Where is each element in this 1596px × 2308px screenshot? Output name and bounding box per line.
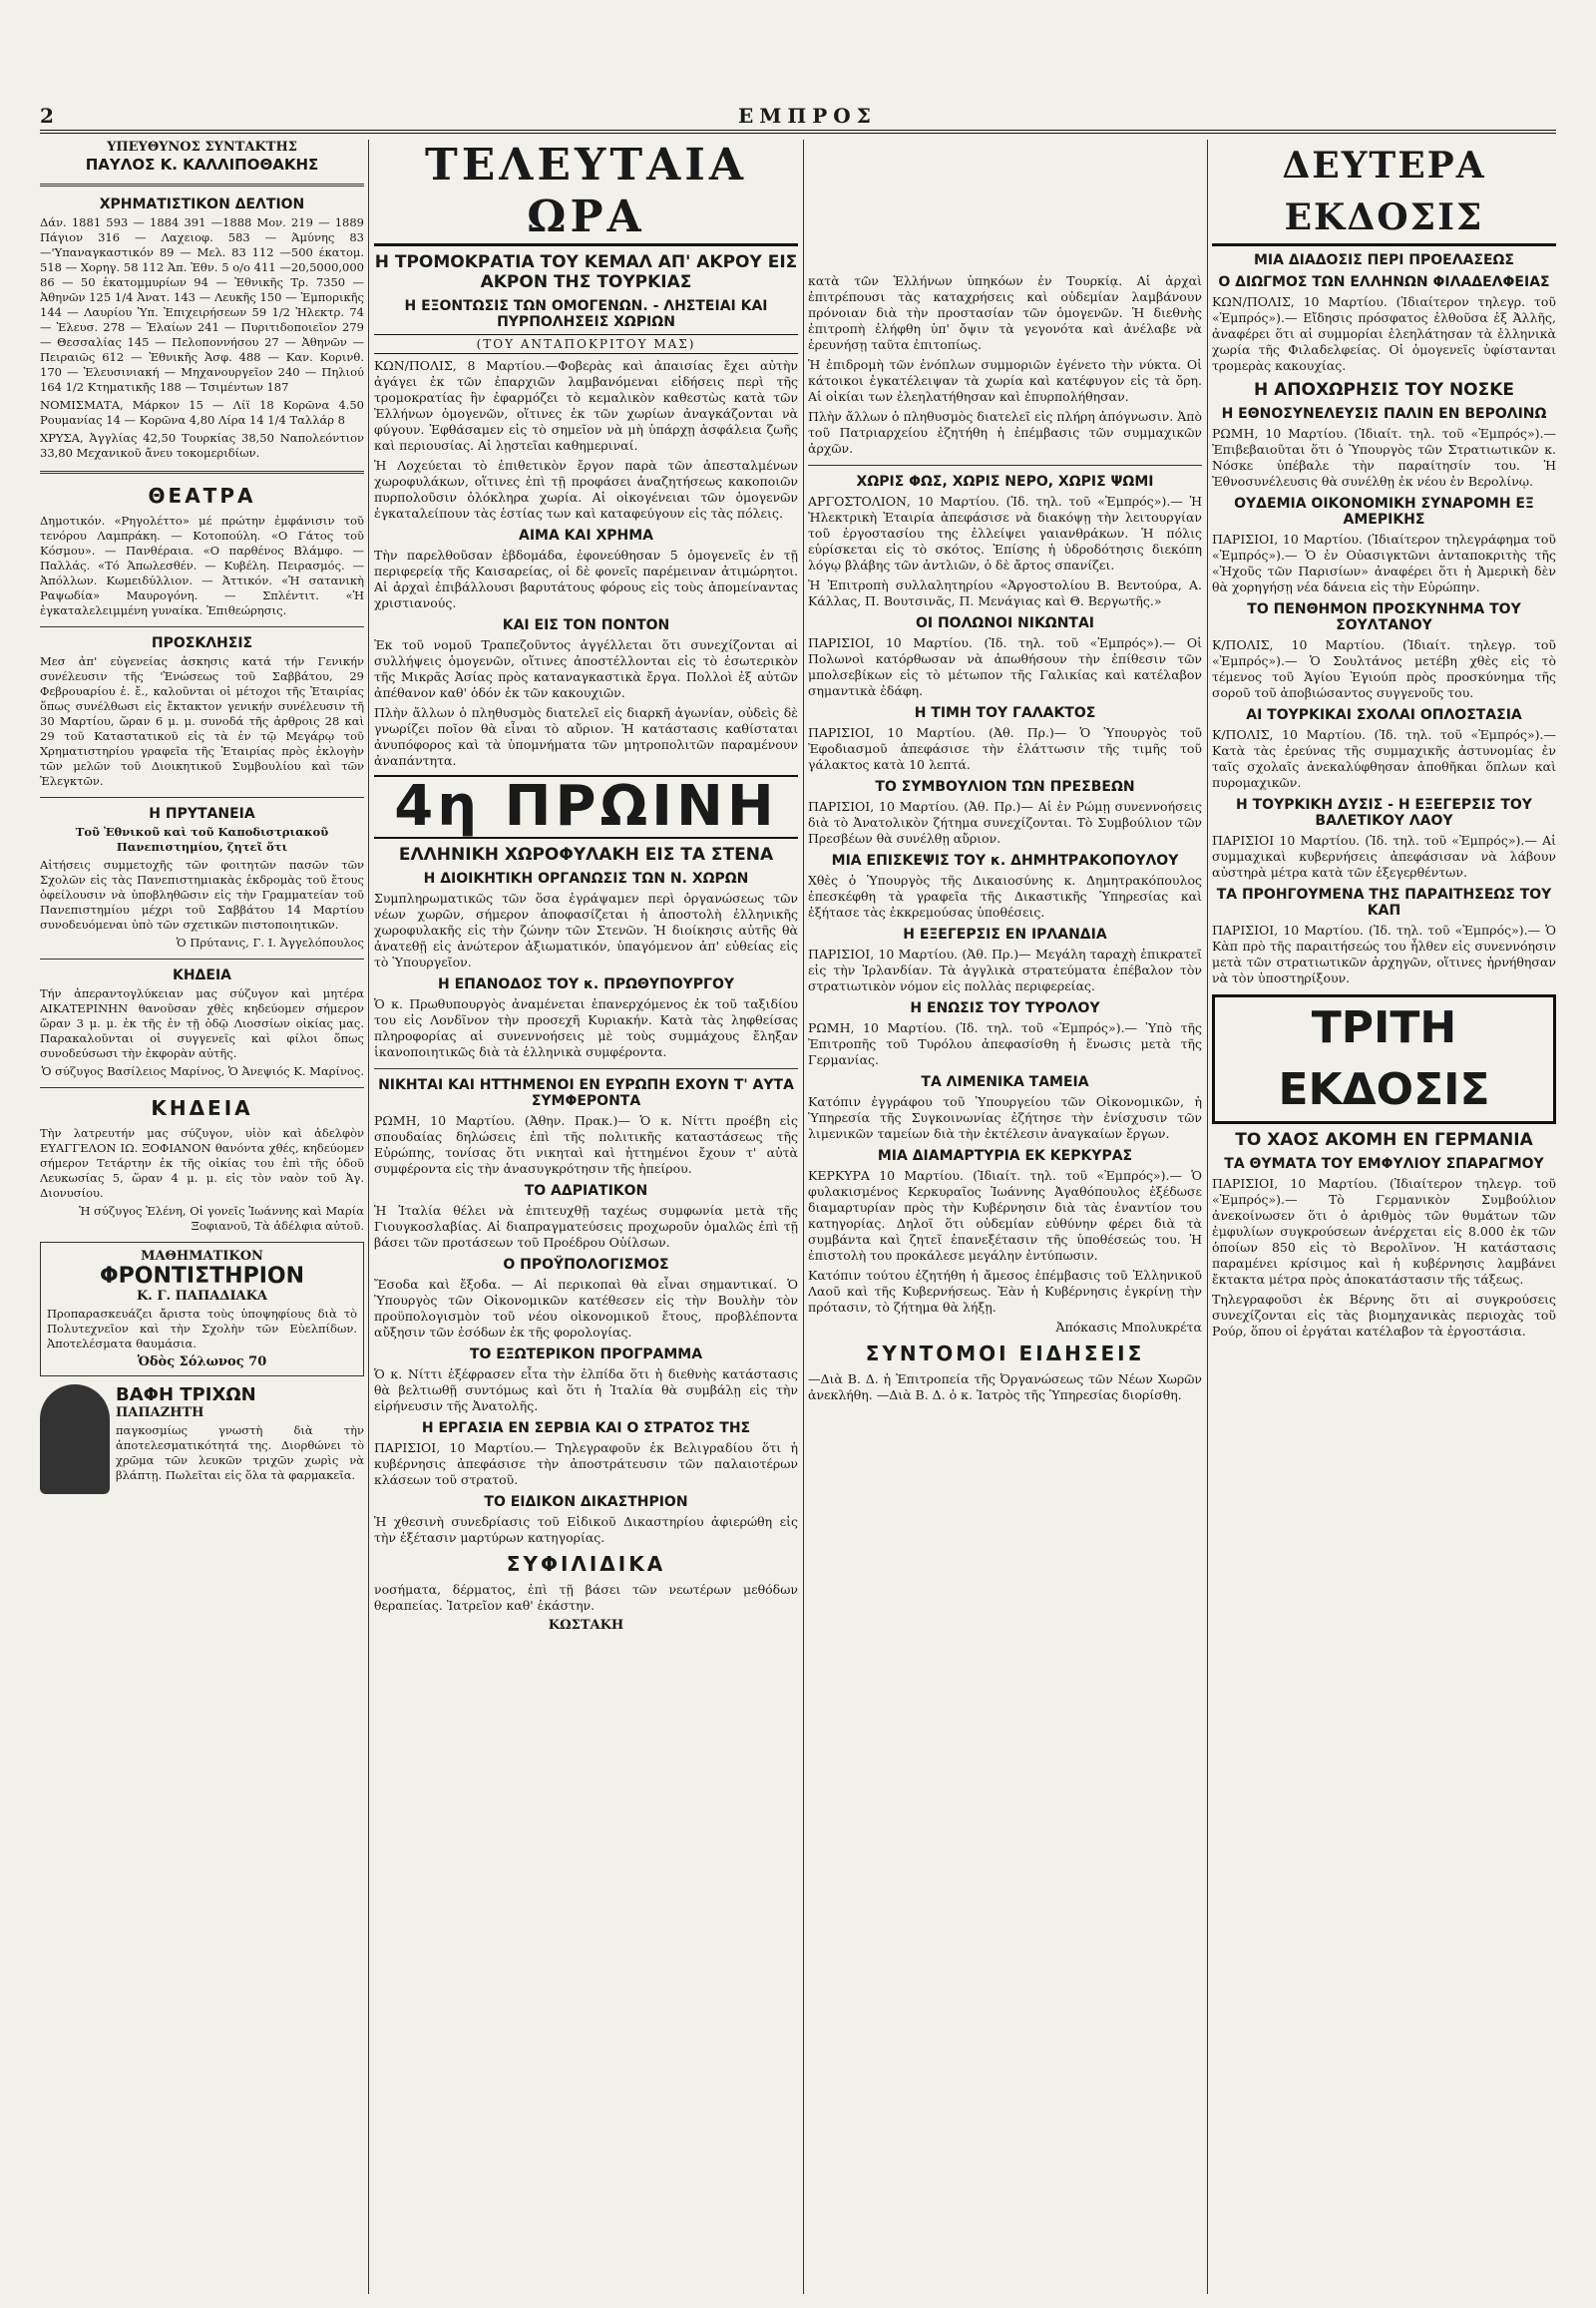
budget-title: Ο ΠΡΟΫΠΟΛΟΓΙΣΜΟΣ: [503, 1257, 669, 1273]
article-paragraph: ΡΩΜΗ, 10 Μαρτίου. (Ἰδ. τηλ. τοῦ «Ἐμπρός»).— Ὑπὸ τῆς Ἐπιτροπῆς τοῦ Τυρόλου ἀπεφασίσθη ἡ ἕνωσις μετὰ τῆς Γερμανίας.: [808, 1020, 1202, 1067]
theatre-text: Δημοτικόν. «Ρηγολέττο» μέ πρώτην ἐμφάνισιν τοῦ τενόρου Λαμπράκη. — Κοτοπούλη. «Ο Γάτος τοῦ Κόσμου». — Πανθέραια. «Ο παρθένος Βλάμφο. — Παλλάς. «Τό Ἀπωλεσθέν. — Κυβέλη. Πειρασμός. — Ἀπόλλων. Κωμειδύλλιον. — Ἀττικόν. «Ἡ σατανικὴ Ραψωδία» Μαυρογόνη. — Σπλέντιτ. «Ἡ ἐγκαταλελειμμένη γυναίκα. Ἐπιθεώρησις.: [40, 514, 364, 617]
sultan-title: ΤΟ ΠΕΝΘΗΜΟΝ ΠΡΟΣΚΥΝΗΜΑ ΤΟΥ ΣΟΥΛΤΑΝΟΥ: [1247, 601, 1521, 633]
article-paragraph: νοσήματα, δέρματος, ἐπὶ τῇ βάσει τῶν νεωτέρων μεθόδων θεραπείας. Ἰατρεῖον καθ' ἑκάστην.: [374, 1582, 798, 1613]
article-paragraph: Τηλεγραφοῦσι ἐκ Βέρνης ὅτι αἱ συγκρούσεις συνεχίζονται εἰς τὰς βιομηχανικὰς περιοχὰς τοῦ Ρούρ, ὅπου οἱ ἐργάται κατέλαβον τὰ ἐργοστάσια.: [1212, 1292, 1556, 1339]
article-signature: Ἀπόκασις Μπολυκρέτα: [1055, 1320, 1202, 1335]
visit-title: ΜΙΑ ΕΠΙΣΚΕΨΙΣ ΤΟΥ κ. ΔΗΜΗΤΡΑΚΟΠΟΥΛΟΥ: [831, 853, 1179, 869]
article-paragraph: ΠΑΡΙΣΙΟΙ, 10 Μαρτίου. (Ἰδ. τηλ. τοῦ «Ἐμπρός»).— Οἱ Πολωνοὶ κατόρθωσαν νὰ ἀπωθήσουν τὴν ἐπίθεσιν τῶν μπολσεβίκων εἰς τὸ μέτωπον τῆς Γαλικίας καὶ κατέλαβον σημαντικὰ ἐδάφη.: [808, 635, 1202, 698]
police-headline: ΕΛΛΗΝΙΚΗ ΧΩΡΟΦΥΛΑΚΗ ΕΙΣ ΤΑ ΣΤΕΝΑ: [398, 845, 774, 865]
chaos-title: ΤΟ ΧΑΟΣ ΑΚΟΜΗ ΕΝ ΓΕΡΜΑΝΙΑ: [1235, 1130, 1533, 1150]
chaos-subtitle: ΤΑ ΘΥΜΑΤΑ ΤΟΥ ΕΜΦΥΛΙΟΥ ΣΠΑΡΑΓΜΟΥ: [1224, 1156, 1544, 1172]
ireland-title: Η ΕΞΕΓΕΡΣΙΣ ΕΝ ΙΡΛΑΝΔΙΑ: [903, 927, 1107, 943]
hair-dye-ad: [40, 1384, 364, 1494]
headline-kemal: Η ΤΡΟΜΟΚΡΑΤΙΑ ΤΟΥ ΚΕΜΑΛ ΑΠ' ΑΚΡΟΥ ΕΙΣ ΑΚΡΟΝ ΤΗΣ ΤΟΥΡΚΙΑΣ: [374, 252, 798, 292]
funeral-text: Τήν ἀπεραντογλύκειαν μας σύζυγον καὶ μητέρα ΑΙΚΑΤΕΡΙΝΗΝ θανοῦσαν χθὲς κηδεύομεν σήμερον ὥραν 3 μ. μ. ἐκ τῆς ἐν τῇ ὁδῷ Λιοσσίων οἰκίας μας. Παρακαλοῦνται οἱ συγγενεῖς καὶ φίλοι ὅπως συνοδεύσωσι τὴν ἐκφορὰν αὐτῆς.: [40, 986, 364, 1060]
fourth-morning-banner: 4η ΠΡΩΙΝΗ: [374, 775, 798, 839]
article-paragraph: ΠΑΡΙΣΙΟΙ, 10 Μαρτίου. (Ἰδιαίτερον τηλεγράφημα τοῦ «Ἐμπρός»).— Ὁ ἐν Οὐασιγκτῶνι ἀνταποκριτὴς τῆς «Ἠχοῦς τῶν Παρισίων» ἀναφέρει ὅτι ἡ Ἀμερικὴ δὲν θὰ χορηγήσῃ νέα δάνεια εἰς τὴν Εὐρώπην.: [1212, 532, 1556, 594]
third-edition-banner: ΤΡΙΤΗ ΕΚΔΟΣΙΣ: [1212, 994, 1556, 1124]
column-rule: [368, 140, 369, 2294]
funeral2-title: ΚΗΔΕΙΑ: [151, 1096, 253, 1120]
diadosis-headline: ΜΙΑ ΔΙΑΔΟΣΙΣ ΠΕΡΙ ΠΡΟΕΛΑΣΕΩΣ: [1253, 252, 1514, 268]
prytaneia-title: Η ΠΡΥΤΑΝΕΙΑ: [149, 806, 255, 822]
funeral-signature: Ὁ σύζυγος Βασίλειος Μαρίνος, Ὁ Ἀνεψιός Κ. Μαρίνος.: [41, 1064, 364, 1078]
article-paragraph: ΚΩΝ/ΠΟΛΙΣ, 10 Μαρτίου. (Ἰδιαίτερον τηλεγρ. τοῦ «Ἐμπρός»).— Εἴδησις πρόσφατος ἐλθοῦσα ἐξ Ἀλλῆς, ἀναφέρει ὅτι αἱ συμμορίαι ἐλεηλάτησαν τὰ ἑλληνικὰ χωρία τῆς Φιλαδελφείας. Οἱ ὁμογενεῖς ὑφίστανται τρομερὰς κακουχίας.: [1212, 294, 1556, 373]
dusis-title: Η ΤΟΥΡΚΙΚΗ ΔΥΣΙΣ - Η ΕΞΕΓΕΡΣΙΣ ΤΟΥ ΒΑΛΕΤΙΚΟΥ ΛΑΟΥ: [1236, 797, 1532, 829]
banner-last-hour: ΤΕΛΕΥΤΑΙΑ ΩΡΑ: [374, 140, 798, 246]
article-paragraph: Χθὲς ὁ Ὑπουργὸς τῆς Δικαιοσύνης κ. Δημητρακόπουλος ἐπεσκέφθη τὰ γραφεῖα τῆς Δικαστικῆς Ὑπηρεσίας καὶ ἐξήτασε τὰς ἐκκρεμούσας ὑποθέσεις.: [808, 873, 1202, 920]
market-title: ΧΡΗΜΑΤΙΣΤΙΚΟΝ ΔΕΛΤΙΟΝ: [99, 196, 305, 212]
syph-title: ΣΥΦΙΛΙΔΙΚΑ: [506, 1552, 666, 1576]
article-paragraph: Κατόπιν τούτου ἐζητήθη ἡ ἄμεσος ἐπέμβασις τοῦ Ἑλληνικοῦ Λαοῦ καὶ τῆς Κυβερνήσεως. Ἐὰν ἡ Κυβέρνησις ἐγκρίνῃ τὴν πρότασιν, τὸ ζήτημα θὰ λήξῃ.: [808, 1268, 1202, 1315]
school-ad: [40, 1242, 364, 1376]
funeral2-signature: Ἡ σύζυγος Ἑλένη, Οἱ γονεῖς Ἰωάννης καὶ Μαρία Ξοφιανοῦ, Τὰ ἀδέλφια αὐτοῦ.: [79, 1204, 364, 1233]
blood-title: ΑΙΜΑ ΚΑΙ ΧΡΗΜΑ: [519, 528, 653, 544]
philadelphia-headline: Ο ΔΙΩΓΜΟΣ ΤΩΝ ΕΛΛΗΝΩΝ ΦΙΛΑΔΕΛΦΕΙΑΣ: [1218, 274, 1550, 290]
pontus-title: ΚΑΙ ΕΙΣ ΤΟΝ ΠΟΝΤΟΝ: [502, 617, 670, 633]
pm-title: Η ΕΠΑΝΟΔΟΣ ΤΟΥ κ. ΠΡΩΘΥΠΟΥΡΓΟΥ: [438, 976, 734, 992]
editor-label: ΥΠΕΥΘΥΝΟΣ ΣΥΝΤΑΚΤΗΣ: [107, 140, 297, 155]
noske-subtitle: Η ΕΘΝΟΣΥΝΕΛΕΥΣΙΣ ΠΑΛΙΝ ΕΝ ΒΕΡΟΛΙΝΩ: [1221, 406, 1547, 422]
article-paragraph: Ὁ κ. Πρωθυπουργὸς ἀναμένεται ἐπανερχόμενος ἐκ τοῦ ταξιδίου του εἰς Λονδῖνον τὴν προσεχῆ Κυριακήν. Κατὰ τὰς ληφθείσας πληροφορίας αἱ συνεννοήσεις μὲ τοὺς συμμάχους ἔληξαν ἱκανοποιητικῶς διὰ τὰ ἑλληνικὰ συμφέροντα.: [374, 996, 798, 1059]
article-paragraph: Συμπληρωματικῶς τῶν ὅσα ἐγράψαμεν περὶ ὀργανώσεως τῶν νέων χωρῶν, σήμερον ἀποφασίζεται ἡ ἀποστολὴ ἑλληνικῆς χωροφυλακῆς εἰς τὴν ζώνην τῶν Στενῶν. Ἡ διοίκησις αὐτῆς θὰ ἀνατεθῇ εἰς ἀνώτερον ἀξιωματικόν, ὑπαγόμενον ἀπ' εὐθείας εἰς τὸ Ὑπουργεῖον.: [374, 891, 798, 969]
school-small: ΜΑΘΗΜΑΤΙΚΟΝ: [141, 1249, 263, 1264]
portrait-illustration: [40, 1384, 110, 1494]
article-paragraph: ΠΑΡΙΣΙΟΙ, 10 Μαρτίου.— Τηλεγραφοῦν ἐκ Βελιγραδίου ὅτι ἡ κυβέρνησις ἀπεφάσισε τὴν ἀποστράτευσιν τῶν παλαιοτέρων κλάσεων τοῦ στρατοῦ.: [374, 1440, 798, 1487]
corfu-title: ΜΙΑ ΔΙΑΜΑΡΤΥΡΙΑ ΕΚ ΚΕΡΚΥΡΑΣ: [877, 1148, 1133, 1164]
adriatic-title: ΤΟ ΑΔΡΙΑΤΙΚΟΝ: [524, 1183, 648, 1199]
article-paragraph: ΡΩΜΗ, 10 Μαρτίου. (Ἀθην. Πρακ.)— Ὁ κ. Νίττι προέβη εἰς σπουδαίας δηλώσεις ἐπὶ τῆς πολιτικῆς καταστάσεως τῆς Εὐρώπης, τονίσας ὅτι νικηταὶ καὶ ἡττημένοι ἔχουν τ' αὐτὰ συμφέροντα εἰς τὴν ἀνασυγκρότησιν τῆς ἠπείρου.: [374, 1113, 798, 1176]
hair-text: παγκοσμίως γνωστὴ διὰ τὴν ἀποτελεσματικότητά της. Διορθώνει τὸ χρῶμα τῶν λευκῶν τριχῶν χωρὶς νὰ βλάπτῃ. Πωλεῖται εἰς ὅλα τὰ φαρμακεῖα.: [116, 1423, 364, 1482]
school-text: Προπαρασκευάζει ἄριστα τοὺς ὑποψηφίους διὰ τὸ Πολυτεχνεῖον καὶ τὴν Σχολὴν τῶν Εὐελπίδων. Ἀποτελέσματα θαυμάσια.: [47, 1307, 357, 1350]
prytaneia-text: Αἰτήσεις συμμετοχῆς τῶν φοιτητῶν πασῶν τῶν Σχολῶν εἰς τὰς Πανεπιστημιακὰς ἐκδρομὰς τοῦ ἔτους ὀφείλουσιν νὰ ὑποβληθῶσιν εἰς τὴν Γραμματείαν τοῦ Πανεπιστημίου μέχρι τοῦ Σαββάτου 14 Μαρτίου συνοδευόμεναι ὑπὸ τῶν σχετικῶν πιστοποιητικῶν.: [40, 858, 364, 932]
editor-name: ΠΑΥΛΟΣ Κ. ΚΑΛΛΙΠΟΘΑΚΗΣ: [85, 156, 319, 174]
prytaneia-subtitle: Τοῦ Ἐθνικοῦ καὶ τοῦ Καποδιστριακοῦ Πανεπιστημίου, ζητεῖ ὅτι: [75, 825, 329, 854]
funeral-title: ΚΗΔΕΙΑ: [172, 967, 231, 983]
column-left: [40, 140, 364, 2294]
article-paragraph: —Διὰ Β. Δ. ἡ Ἐπιτροπεία τῆς Ὀργανώσεως τῶν Νέων Χωρῶν ἀνεκλήθη. —Διὰ Β. Δ. ὁ κ. Ἰατρὸς τῆς Ὑπηρεσίας διορίσθη.: [808, 1371, 1202, 1402]
article-paragraph: ΠΑΡΙΣΙΟΙ, 10 Μαρτίου. (Ἀθ. Πρ.)— Ὁ Ὑπουργὸς τοῦ Ἐφοδιασμοῦ ἀπεφάσισε τὴν ἐλάττωσιν τῆς τιμῆς τοῦ γάλακτος κατὰ 10 λεπτά.: [808, 725, 1202, 772]
notices-title: ΣΥΝΤΟΜΟΙ ΕΙΔΗΣΕΙΣ: [865, 1342, 1145, 1365]
article-paragraph: ΠΑΡΙΣΙΟΙ 10 Μαρτίου. (Ἰδ. τηλ. τοῦ «Ἐμπρός»).— Αἱ συμμαχικαὶ κυβερνήσεις ἀπεφάσισαν νὰ λάβουν αὐστηρὰ μέτρα κατὰ τῶν ἐξεγερθέντων.: [1212, 833, 1556, 880]
article-paragraph: ΠΑΡΙΣΙΟΙ, 10 Μαρτίου. (Ἰδ. τηλ. τοῦ «Ἐμπρός»).— Ὁ Κὰπ πρὸ τῆς παραιτήσεώς του ἦλθεν εἰς συνεννόησιν μετὰ τῶν στρατιωτικῶν ἀρχηγῶν, οἵτινες ἠρνήθησαν νὰ τὸν ὑποστηρίξουν.: [1212, 923, 1556, 985]
article-paragraph: Ἡ ἐπιδρομὴ τῶν ἐνόπλων συμμοριῶν ἐγένετο τὴν νύκτα. Οἱ κάτοικοι ἐγκατέλειψαν τὰ χωρία καὶ κατέφυγον εἰς τὰ ὄρη. Αἱ οἰκίαι των ἐλεηλατήθησαν καὶ ἐπυρπολήθησαν.: [808, 357, 1202, 404]
article-paragraph: Ἐκ τοῦ νομοῦ Τραπεζοῦντος ἀγγέλλεται ὅτι συνεχίζονται αἱ συλλήψεις ὁμογενῶν, οἵτινες ἀποστέλλονται εἰς τὸ ἐσωτερικὸν τῆς Μικρᾶς Ἀσίας πρὸς καταναγκαστικὰ ἔργα. Πολλοὶ ἐξ αὐτῶν ἀπέθανον καθ' ὁδόν ἐκ τῶν κακουχιῶν.: [374, 637, 798, 700]
column-right: [1212, 140, 1556, 2294]
article-paragraph: Ἔσοδα καὶ ἔξοδα. — Αἱ περικοπαὶ θὰ εἶναι σημαντικαί. Ὁ Ὑπουργὸς τῶν Οἰκονομικῶν κατέθεσεν εἰς τὴν Βουλὴν τὸν προϋπολογισμὸν τοῦ νέου οἰκονομικοῦ ἔτους, προβλέποντα αὔξησιν τῶν ἐσόδων ἐκ τῆς φορολογίας.: [374, 1277, 798, 1340]
school-address: Ὁδὸς Σόλωνος 70: [137, 1354, 267, 1369]
milk-title: Η ΤΙΜΗ ΤΟΥ ΓΑΛΑΚΤΟΣ: [914, 705, 1096, 721]
article-paragraph: Κατόπιν ἐγγράφου τοῦ Ὑπουργείου τῶν Οἰκονομικῶν, ἡ Ὑπηρεσία τῆς Συγκοινωνίας ἐζήτησε τὴν ἐνίσχυσιν τῶν λιμενικῶν ταμείων διὰ τὴν ἐκτέλεσιν ἀναγκαίων ἔργων.: [808, 1094, 1202, 1141]
column-rule: [1207, 140, 1208, 2294]
article-paragraph: Ἡ χθεσινὴ συνεδρίασις τοῦ Εἰδικοῦ Δικαστηρίου ἀφιερώθη εἰς τὴν ἐξέτασιν μαρτύρων κατηγορίας.: [374, 1514, 798, 1545]
article-paragraph: Τὴν παρελθοῦσαν ἑβδομάδα, ἐφονεύθησαν 5 ὁμογενεῖς ἐν τῇ περιφερείᾳ τῆς Καισαρείας, οἱ δὲ φονεῖς παρέμειναν ἀτιμώρητοι. Αἱ ἀρχαὶ ἐπιβάλλουσι βαρυτάτους φόρους εἰς τοὺς ἀπομείναντας χριστιανούς.: [374, 548, 798, 610]
school-title: ΦΡΟΝΤΙΣΤΗΡΙΟΝ: [99, 1264, 304, 1289]
article-paragraph: ΚΕΡΚΥΡΑ 10 Μαρτίου. (Ἰδιαίτ. τηλ. τοῦ «Ἐμπρός»).— Ὁ φυλακισμένος Κερκυραῖος Ἰωάννης Ἀγαθόπουλος ἐξέδωσε διαμαρτυρίαν πρὸς τὴν Κυβέρνησιν διὰ τὰς ἐναντίον του κατηγορίας. Δηλοῖ ὅτι οὐδεμίαν εὐθύνην φέρει διὰ τὰ συμβάντα καὶ ζητεῖ ἐπανεξέτασιν τῆς ὑποθέσεώς του. Ἡ ἐπιστολὴ του προκάλεσε μεγάλην ἐντύπωσιν.: [808, 1168, 1202, 1263]
school-owner: Κ. Γ. ΠΑΠΑΔΙΑΚΑ: [137, 1289, 267, 1304]
article-paragraph: Ὁ κ. Νίττι ἐξέφρασεν εἶτα τὴν ἐλπίδα ὅτι ἡ διεθνὴς κατάστασις θὰ βελτιωθῇ συντόμως καὶ ὅτι ἡ Ἰταλία θὰ συμβάλῃ εἰς τὴν εἰρήνευσιν τῆς Ἀνατολῆς.: [374, 1366, 798, 1413]
court-title: ΤΟ ΕΙΔΙΚΟΝ ΔΙΚΑΣΤΗΡΙΟΝ: [484, 1494, 688, 1510]
article-paragraph: Ἡ Ἐπιτροπὴ συλλαλητηρίου «Ἀργοστολίου Β. Βεντούρα, Α. Κάλλας, Π. Βουτσινᾶς, Π. Μενάγιας καὶ Θ. Βεργωτῆς.»: [808, 577, 1202, 608]
america-title: ΟΥΔΕΜΙΑ ΟΙΚΟΝΟΜΙΚΗ ΣΥΝΑΡΟΜΗ ΕΞ ΑΜΕΡΙΚΗΣ: [1234, 496, 1534, 528]
kap-title: ΤΑ ΠΡΟΗΓΟΥΜΕΝΑ ΤΗΣ ΠΑΡΑΙΤΗΣΕΩΣ ΤΟΥ ΚΑΠ: [1216, 887, 1552, 919]
theatre-title: ΘΕΑΤΡΑ: [148, 484, 256, 508]
article-paragraph: ΑΡΓΟΣΤΟΛΙΟΝ, 10 Μαρτίου. (Ἰδ. τηλ. τοῦ «Ἐμπρός»).— Ἡ Ἠλεκτρικὴ Ἑταιρία ἀπεφάσισε νὰ διακόψῃ τὴν λειτουργίαν τοῦ ἐργοστασίου της ἐλλείψει γαιανθράκων. Ἡ πόλις εὑρίσκεται εἰς τὸ σκότος. Ἐπίσης ἡ ὑδροδότησις διεκόπη λόγῳ βλάβης τῶν ἀντλιῶν, ὁ δὲ ἄρτος σπανίζει.: [808, 494, 1202, 573]
prytaneia-signature: Ὁ Πρύτανις, Γ. Ι. Ἀγγελόπουλος: [176, 936, 364, 950]
article-paragraph: Κ/ΠΟΛΙΣ, 10 Μαρτίου. (Ἰδιαίτ. τηλεγρ. τοῦ «Ἐμπρός»).— Ὁ Σουλτάνος μετέβη χθὲς εἰς τὸ τέμενος τοῦ Ἁγίου Ἐγιούπ πρὸς προσκύνημα τῆς σοροῦ τοῦ ἀποβιώσαντος συγγενοῦς του.: [1212, 637, 1556, 700]
market-text: Δάν. 1881 593 — 1884 391 —1888 Μον. 219 — 1889 Πάγιον 316 — Λαχειοφ. 583 — Άμύνης 83 —'Υπαναγκαστικόν 89 — Μελ. 83 112 —500 έκατομ. 518 — Χορηγ. 58 112 Ἀπ. Ἐθν. 5 ο/ο 411 —20,5000,000 86 — 50 ἑκατομμυρίων 94 — Ἐθνικῆς Τρ. 7350 — Ἀθηνῶν 125 1/4 Ἀνατ. 143 — Λευκῆς 150 — Ἐμπορικῆς 144 — Λαυρίου Ὑπ. Ἐπιχειρήσεων 59 1/2 Ἠλεκτρ. 74 — Ἐλευσ. 278 — Ἐλαίων 241 — Πυριτιδοποιεῖον 279 — Θεσσαλίας 145 — Πελοποννήσου 27 — Ἀθηνῶν — Πειραιῶς 612 — Ἐθνικῆς Ἀσφ. 488 — Καν. Κορινθ. 170 — Ἐλευσινιακή — Μηχανουργεῖον 240 — Πηλιού 164 1/2 Κτηματικῆς 188 — Τσιμέντων 187: [40, 215, 364, 394]
tyrol-title: Η ΕΝΩΣΙΣ ΤΟΥ ΤΥΡΟΛΟΥ: [910, 1000, 1100, 1016]
page-number: 2: [40, 104, 54, 128]
invitations-title: ΠΡΟΣΚΛΗΣΙΣ: [151, 635, 253, 651]
poles-title: ΟΙ ΠΟΛΩΝΟΙ ΝΙΚΩΝΤΑΙ: [915, 615, 1095, 631]
article-paragraph: ΡΩΜΗ, 10 Μαρτίου. (Ἰδιαίτ. τηλ. τοῦ «Ἐμπρός»).— Ἐπιβεβαιοῦται ὅτι ὁ Ὑπουργὸς τῶν Στρατιωτικῶν κ. Νόσκε ὑπέβαλε τὴν παραίτησίν του. Ἡ Ἐθνοσυνέλευσις θὰ συνέλθῃ ἐκ νέου ἐν Βερολίνῳ.: [1212, 426, 1556, 489]
article-paragraph: ΠΑΡΙΣΙΟΙ, 10 Μαρτίου. (Ἰδιαίτερον τηλεγρ. τοῦ «Ἐμπρός»).— Τὸ Γερμανικὸν Συμβούλιον ἀνεκοίνωσεν ὅτι ὁ ἀριθμὸς τῶν θυμάτων τῶν ἐμφυλίων συγκρούσεων ἀνέρχεται εἰς 8.000 ἐκ τῶν ὁποίων 850 εἰς τὸ Βερολῖνον. Ἡ κατάστασις παραμένει κρίσιμος καὶ ἡ κυβέρνησις λαμβάνει ἔκτακτα μέτρα πρὸς ἀποκατάστασιν τῆς τάξεως.: [1212, 1176, 1556, 1287]
paper-name: ΕΜΠΡΟΣ: [738, 104, 877, 128]
article-paragraph: Πλὴν ἄλλων ὁ πληθυσμὸς διατελεῖ εἰς διαρκῆ ἀγωνίαν, οὐδεὶς δὲ γνωρίζει ποῖον θὰ εἶναι τὸ αὔριον. Ἡ κατάστασις καθίσταται ἀνυπόφορος καὶ τὰ ὑπομνήματα τῶν μητροπολιτῶν παραμένουν ἀναπάντητα.: [374, 705, 798, 768]
article-paragraph: Ἡ Ἰταλία θέλει νὰ ἐπιτευχθῇ ταχέως συμφωνία μετὰ τῆς Γιουγκοσλαβίας. Αἱ διαπραγματεύσεις προχωροῦν ὁμαλῶς ἐπὶ τῇ βάσει τῶν προτάσεων τοῦ Προέδρου Οὐίλσων.: [374, 1203, 798, 1250]
market-gold: ΧΡΥΣΑ, Ἀγγλίας 42,50 Τουρκίας 38,50 Ναπολεόντιον 33,80 Μεχανικοῦ ἄνευ τοκομεριδίων.: [40, 431, 364, 460]
power-title: ΧΩΡΙΣ ΦΩΣ, ΧΩΡΙΣ ΝΕΡΟ, ΧΩΡΙΣ ΨΩΜΙ: [856, 474, 1154, 490]
subhead-kemal: Η ΕΞΟΝΤΩΣΙΣ ΤΩΝ ΟΜΟΓΕΝΩΝ. - ΛΗΣΤΕΙΑΙ ΚΑΙ ΠΥΡΠΟΛΗΣΕΙΣ ΧΩΡΙΩΝ: [404, 298, 768, 330]
article-paragraph: ΠΑΡΙΣΙΟΙ, 10 Μαρτίου. (Ἀθ. Πρ.)— Μεγάλη ταραχὴ ἐπικρατεῖ εἰς τὴν Ἰρλανδίαν. Τὰ ἀγγλικὰ στρατεύματα ἐπέβαλον τὸν στρατιωτικὸν νόμον εἰς πολλὰς περιφερείας.: [808, 947, 1202, 993]
article-paragraph: Κ/ΠΟΛΙΣ, 10 Μαρτίου. (Ἰδ. τηλ. τοῦ «Ἐμπρός»).— Κατὰ τὰς ἐρεύνας τῆς συμμαχικῆς ἀστυνομίας ἐν ταῖς σχολαῖς ἀνεκαλύφθησαν ἀποθῆκαι ὅπλων καὶ πυρομαχικῶν.: [1212, 727, 1556, 790]
police-subhead: Η ΔΙΟΙΚΗΤΙΚΗ ΟΡΓΑΝΩΣΙΣ ΤΩΝ Ν. ΧΩΡΩΝ: [423, 871, 749, 887]
invitations-text: Μεσ ἀπ' εὐγενείας ἀσκησις κατά τήν Γενικήν συνέλευσιν τῆς 'Ἑνώσεως τοῦ Σαββάτου, 29 Φεβρουαρίου ἐ. ἔ., καλοῦνται οἱ μέτοχοι τῆς Ἐταιρίας ὅπως συνέλθωσι εἰς ἔκτακτον γενικήν συνέλευσιν τῆ 30 Μαρτίου, ὥραν 6 μ. μ. συνοδά τῆς ἀρθροις 28 καὶ 29 τοῦ Καταστατικοῦ εἰς τὰ ἐν τῷ Μεγάρῳ τοῦ Χρηματιστηρίου γραφεῖα τῆς Ἐταιρίας πρὸς ἐκλογὴν τῶν μελῶν τοῦ Διοικητικοῦ Συμβουλίου καὶ τῶν Ἐλεγκτῶν.: [40, 654, 364, 788]
banner-second-edition: ΔΕΥΤΕΡΑ ΕΚΔΟΣΙΣ: [1212, 140, 1556, 246]
column-center-left: [374, 140, 798, 2294]
harbor-title: ΤΑ ΛΙΜΕΝΙΚΑ ΤΑΜΕΙΑ: [921, 1074, 1089, 1090]
column-rule: [803, 140, 804, 2294]
schools-title: ΑΙ ΤΟΥΡΚΙΚΑΙ ΣΧΟΛΑΙ ΟΠΛΟΣΤΑΣΙΑ: [1246, 707, 1522, 723]
serbia-title: Η ΕΡΓΑΣΙΑ ΕΝ ΣΕΡΒΙΑ ΚΑΙ Ο ΣΤΡΑΤΟΣ ΤΗΣ: [421, 1420, 751, 1436]
victors-headline: ΝΙΚΗΤΑΙ ΚΑΙ ΗΤΤΗΜΕΝΟΙ ΕΝ ΕΥΡΩΠΗ ΕΧΟΥΝ Τ' ΑΥΤΑ ΣΥΜΦΕΡΟΝΤΑ: [378, 1077, 794, 1109]
article-paragraph: Πλὴν ἄλλων ὁ πληθυσμὸς διατελεῖ εἰς πλήρη ἀπόγνωσιν. Ἀπὸ τοῦ Πατριαρχείου ἐζητήθη ἡ ἐπέμβασις τῶν συμμαχικῶν ἀρχῶν.: [808, 409, 1202, 456]
article-paragraph: Ἡ Λοχεύεται τὸ ἐπιθετικὸν ἔργον παρὰ τῶν ἀπεσταλμένων χωροφυλάκων, οἵτινες ἐπὶ τῇ προφάσει ἀναζητήσεως κακοποιῶν πυρπολοῦσιν ὁλόκληρα χωρία. Αἱ οἰκογένειαι τῶν ὁμογενῶν ἐγκαταλείπουν τὰς ἑστίας των καὶ καταφεύγουν εἰς τὰς πόλεις.: [374, 458, 798, 521]
column-center-right: [808, 140, 1202, 2294]
article-paragraph: ΠΑΡΙΣΙΟΙ, 10 Μαρτίου. (Ἀθ. Πρ.)— Αἱ ἐν Ρώμῃ συνεννοήσεις διὰ τὸ Ἀνατολικὸν ζήτημα συνεχίζονται. Τὸ Συμβούλιον τῶν Πρεσβέων θὰ συνέλθῃ αὔριον.: [808, 799, 1202, 846]
noske-title: Η ΑΠΟΧΩΡΗΣΙΣ ΤΟΥ ΝΟΣΚΕ: [1253, 380, 1515, 400]
article-paragraph: ΚΩΝ/ΠΟΛΙΣ, 8 Μαρτίου.—Φοβερὰς καὶ ἀπαισίας ἔχει αὐτὴν ἀγάγει ἐκ τῶν ἐπαρχιῶν λαμβανόμεναι εἰδήσεις περὶ τῆς τρομοκρατίας ἣν ἐφαρμόζει τὸ κεμαλικὸν καθεστὼς κατὰ τῶν Ἑλλήνων ὁμογενῶν, οἵτινες ἐκ τῶν χωρίων ἀναγκάζονται νὰ φύγουν. Ἐφθάσαμεν εἰς τὸ σημεῖον νὰ μὴ ὑπάρχῃ ἀσφάλεια ζωῆς καὶ περιουσίας. Αἱ λῃστεῖαι καθημεριναί.: [374, 358, 798, 453]
syph-name: ΚΩΣΤΑΚΗ: [548, 1618, 624, 1633]
hair-brand: ΠΑΠΑΖΗΤΗ: [116, 1405, 204, 1420]
article-paragraph: κατὰ τῶν Ἑλλήνων ὑπηκόων ἐν Τουρκίᾳ. Αἱ ἀρχαὶ ἐπιτρέπουσι τὰς καταχρήσεις καὶ οὐδεμίαν λαμβάνουν πρόνοιαν διὰ τὴν προστασίαν τῶν ὁμογενῶν. Ἡ διεθνὴς ἐπιτροπὴ ἐλήφθη ὑπ' ὄψιν τὰ γεγονότα καὶ ἀνέλαβε νὰ ἐρευνήσῃ ταῦτα ἐπιτοπίως.: [808, 273, 1202, 352]
source-line: (ΤΟΥ ΑΝΤΑΠΟΚΡΙΤΟΥ ΜΑΣ): [374, 334, 798, 354]
funeral2-text: Τὴν λατρευτήν μας σύζυγον, υἱὸν καὶ ἀδελφὸν ΕΥΑΓΓΕΛΟΝ ΙΩ. ΞΟΦΙΑΝΟΝ θανόντα χθές, κηδεύομεν σήμερον Τετάρτην ἐκ τῆς οἰκίας του ἐπὶ τῆς ὁδοῦ Λευκωσίας 5, ὥραν 4 μ. μ. εἰς τὸν ναὸν τοῦ Ἀγ. Διονυσίου.: [40, 1126, 364, 1200]
foreign-title: ΤΟ ΕΞΩΤΕΡΙΚΟΝ ΠΡΟΓΡΑΜΜΑ: [469, 1346, 703, 1362]
market-rates: ΝΟΜΙΣΜΑΤΑ, Μάρκον 15 — Λίϊ 18 Κορῶνα 4.50 Ρουμανίας 14 — Κορῶνα 4,80 Λίρα 14 1/4 Ταλλάρ 8: [40, 398, 364, 427]
hair-title: ΒΑΦΗ ΤΡΙΧΩΝ: [116, 1384, 256, 1405]
council-title: ΤΟ ΣΥΜΒΟΥΛΙΟΝ ΤΩΝ ΠΡΕΣΒΕΩΝ: [875, 779, 1135, 795]
